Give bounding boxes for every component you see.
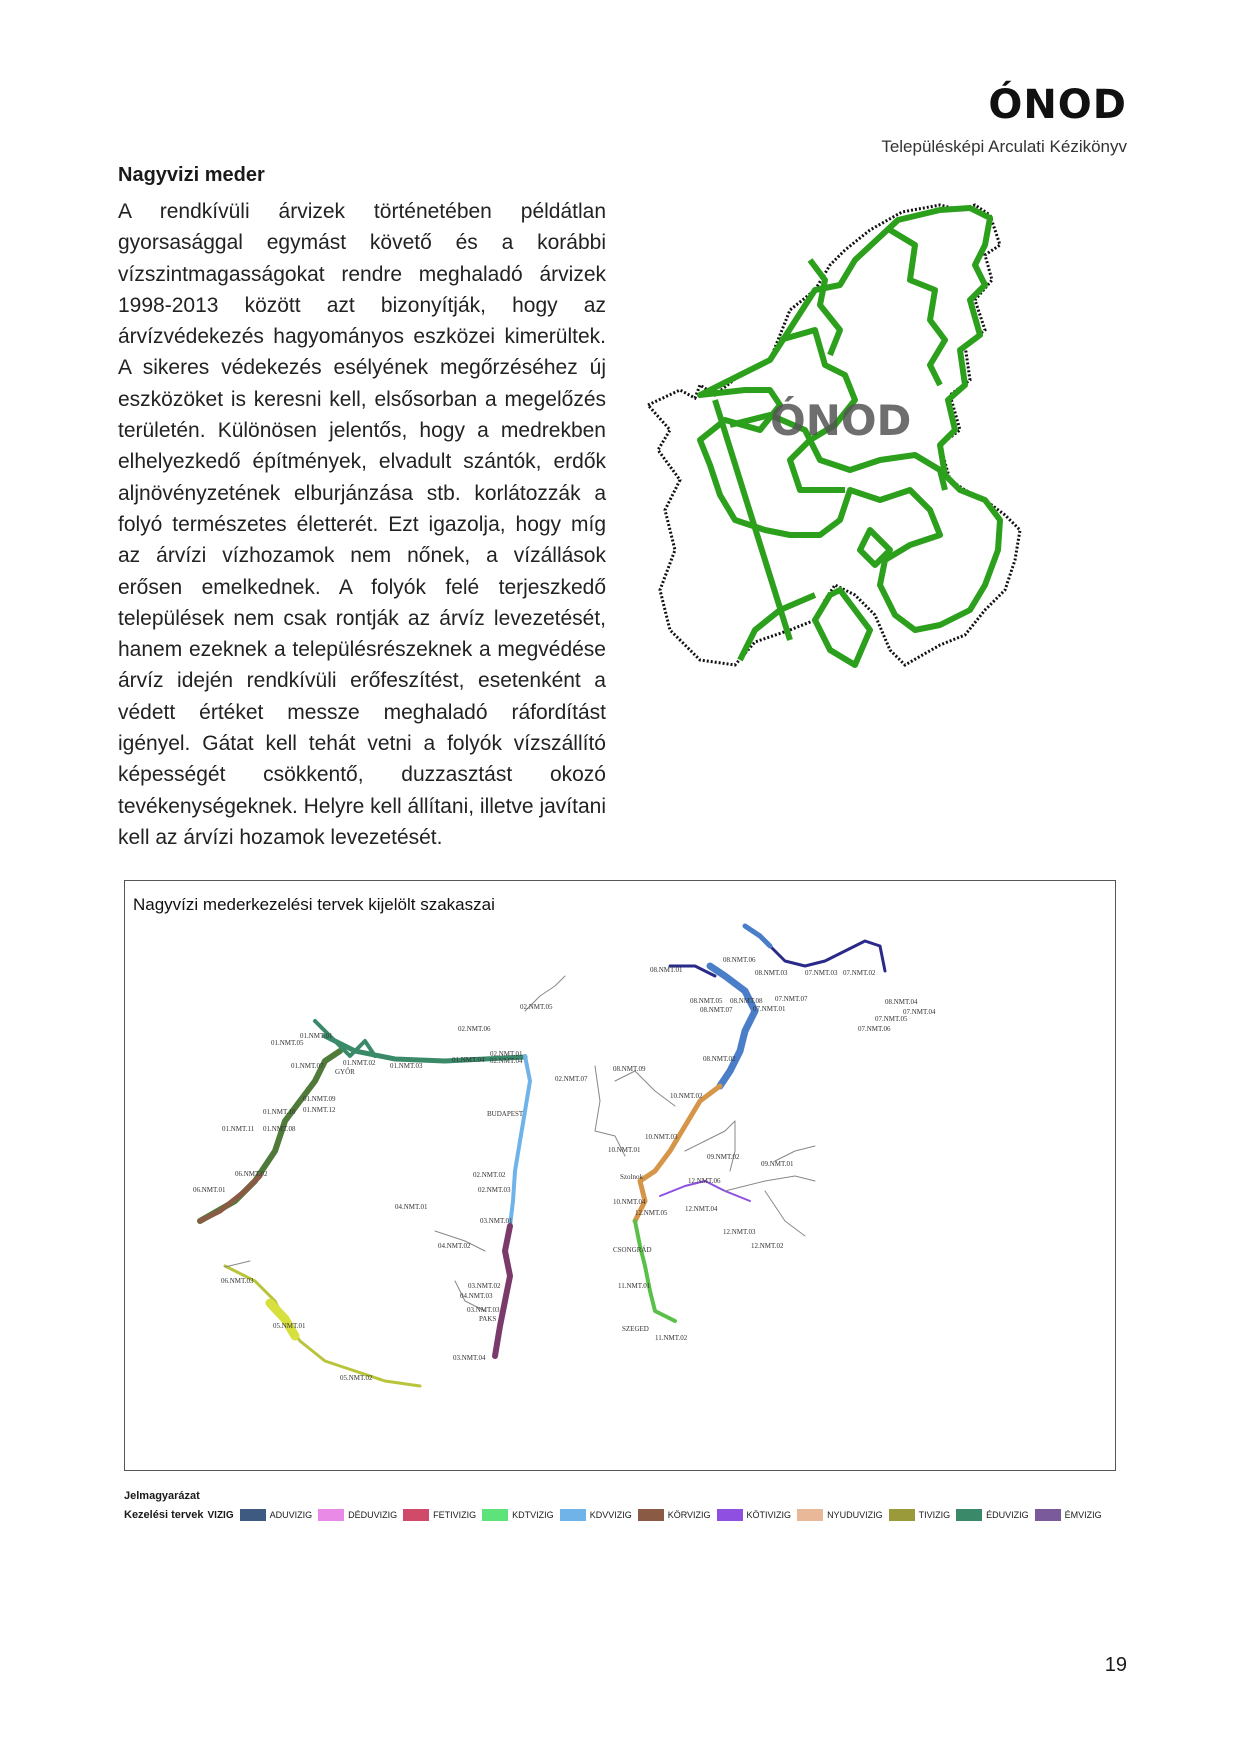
river-label: 07.NMT.05: [875, 1015, 908, 1023]
river-label: BUDAPEST: [487, 1110, 524, 1118]
river-label: CSONGRÁD: [613, 1246, 652, 1254]
legend-item: [889, 1509, 951, 1521]
legend-swatch: [1035, 1509, 1061, 1521]
river-label: 11.NMT.01: [618, 1282, 651, 1290]
river-label: 10.NMT.04: [613, 1198, 646, 1206]
legend-swatch: [560, 1509, 586, 1521]
river-label: 08.NMT.08: [730, 997, 763, 1005]
river-label: 07.NMT.03: [805, 969, 838, 977]
river-danube-korvizig: [200, 1176, 260, 1221]
river-label: 07.NMT.04: [903, 1008, 936, 1016]
river-label: 02.NMT.01: [490, 1050, 523, 1058]
section-body: A rendkívüli árvizek történetében példátlan gyorsasággal egymást követő és a korábbi vízszintmagasságokat rendre meghaladó árvizek 1998-2013 között azt bizonyítják, hogy az árvízvédekezés hagyományos eszközei kimerültek. A sikeres védekezés esélyének megőrzéséhez új eszközöket is keresni kell, elsősorban a megelőzés területén. Különösen jelentős, hogy a medrekben elhelyezkedő építmények, elvadult szántók, erdők aljnövényzetének elburjánzása stb. korlátozzák a folyó természetes életterét. Ezt igazolja, hogy míg az árvízi vízhozamok nem nőnek, a vízállások erősen emelkednek. A folyók felé terjeszkedő települések nem csak rontják az árvíz levezetését, hanem ezeknek a településrészeknek a megvédése árvíz idején rendkívüli erőfeszítést, esetenként a védett értéket messze meghaladó ráfordítást igényel. Gátat kell tehát vetni a folyók vízszállító képességét csökkentő, duzzasztást okozó tevékenységeknek. Helyre kell állítani, illetve javítani kell az árvízi hozamok levezetését.: [118, 200, 606, 849]
river-label: 01.NMT.09: [303, 1095, 336, 1103]
river-label: 02.NMT.06: [458, 1025, 491, 1033]
legend-sub-label: VIZIG: [207, 1509, 234, 1521]
page-number: 19: [1104, 1654, 1127, 1676]
river-drava-section: [270, 1303, 295, 1336]
legend-item-label: ÉMVIZIG: [1064, 1510, 1102, 1520]
river-label: 06.NMT.02: [235, 1170, 268, 1178]
river-label: 01.NMT.03: [390, 1062, 423, 1070]
river-label: 08.NMT.02: [703, 1055, 736, 1063]
legend-swatch: [482, 1509, 508, 1521]
legend-item-label: KÖTIVIZIG: [746, 1510, 792, 1520]
legend-swatch: [956, 1509, 982, 1521]
legend-item: [560, 1509, 632, 1521]
river-label: 12.NMT.05: [635, 1209, 668, 1217]
river-label: 12.NMT.04: [685, 1205, 718, 1213]
legend-item-label: DÉDUVIZIG: [348, 1510, 398, 1520]
river-label: 01.NMT.10: [263, 1108, 296, 1116]
map-legend: [124, 1490, 1108, 1521]
legend-title: Jelmagyarázat: [124, 1490, 200, 1502]
river-label: 01.NMT.05: [271, 1039, 304, 1047]
river-hernad: [745, 926, 770, 946]
river-map-title: Nagyvízi mederkezelési tervek kijelölt szakaszai: [133, 895, 495, 914]
legend-swatch: [403, 1509, 429, 1521]
river-label: 04.NMT.01: [395, 1203, 428, 1211]
page-subtitle: Településképi Arculati Kézikönyv: [881, 137, 1127, 156]
river-label: 12.NMT.06: [688, 1177, 721, 1185]
river-label: 07.NMT.07: [775, 995, 808, 1003]
legend-swatch: [717, 1509, 743, 1521]
legend-swatch: [318, 1509, 344, 1521]
river-label: 06.NMT.01: [193, 1186, 226, 1194]
onod-map-label: ÓNOD: [770, 396, 912, 445]
legend-swatch: [889, 1509, 915, 1521]
river-label: 04.NMT.02: [438, 1242, 471, 1250]
legend-item: [403, 1509, 476, 1521]
river-label: GYŐR: [335, 1068, 355, 1076]
river-label: 01.NMT.08: [263, 1125, 296, 1133]
legend-item-label: KDVVIZIG: [589, 1510, 632, 1520]
river-label: 02.NMT.04: [490, 1057, 523, 1065]
river-label: 11.NMT.02: [655, 1334, 688, 1342]
legend-swatch: [638, 1509, 664, 1521]
onod-boundary-map: [640, 190, 1100, 690]
legend-item-label: ADUVIZIG: [269, 1510, 313, 1520]
river-label: 04.NMT.03: [460, 1292, 493, 1300]
legend-item: [482, 1509, 554, 1521]
river-label: 08.NMT.07: [700, 1006, 733, 1014]
legend-item-label: NYUDUVIZIG: [827, 1510, 883, 1520]
legend-row: [124, 1509, 1108, 1521]
river-label: 09.NMT.01: [761, 1160, 794, 1168]
legend-row-label: Kezelési tervek: [124, 1509, 204, 1521]
river-label: 02.NMT.05: [520, 1003, 553, 1011]
river-label: 10.NMT.01: [608, 1146, 641, 1154]
river-tisza-north: [710, 966, 755, 1086]
river-danube-south: [510, 1056, 530, 1226]
river-label: 01.NMT.02: [343, 1059, 376, 1067]
river-bodrog: [770, 941, 885, 971]
legend-swatch: [797, 1509, 823, 1521]
river-label: 02.NMT.03: [478, 1186, 511, 1194]
river-label: 08.NMT.01: [650, 966, 683, 974]
legend-item-label: FETIVIZIG: [433, 1510, 477, 1520]
river-label: 08.NMT.04: [885, 998, 918, 1006]
river-label: 03.NMT.02: [468, 1282, 501, 1290]
legend-item-label: KÖRVIZIG: [667, 1510, 711, 1520]
river-label: 01.NMT.07: [291, 1062, 324, 1070]
river-tisza-south: [635, 1221, 675, 1321]
river-label: 10.NMT.02: [670, 1092, 703, 1100]
river-label: 08.NMT.05: [690, 997, 723, 1005]
legend-item: [797, 1509, 883, 1521]
river-label: 02.NMT.02: [473, 1171, 506, 1179]
legend-item: [318, 1509, 397, 1521]
river-label: 12.NMT.02: [751, 1242, 784, 1250]
river-label: 08.NMT.09: [613, 1065, 646, 1073]
river-label: 01.NMT.04: [452, 1056, 485, 1064]
section-title: Nagyvizi meder: [118, 164, 265, 186]
river-label: 07.NMT.01: [753, 1005, 786, 1013]
river-label: 05.NMT.01: [273, 1322, 306, 1330]
river-plans-map: [124, 880, 1116, 1471]
river-label: 03.NMT.03: [467, 1306, 500, 1314]
river-drava: [225, 1266, 420, 1386]
river-label: 03.NMT.04: [453, 1354, 486, 1362]
river-label: 09.NMT.02: [707, 1153, 740, 1161]
page-title: ÓNOD: [988, 82, 1127, 128]
river-label: Szolnok: [620, 1173, 643, 1181]
legend-item: [638, 1509, 711, 1521]
river-danube-west: [200, 1051, 340, 1221]
river-label: 08.NMT.06: [723, 956, 756, 964]
legend-item-label: KDTVIZIG: [512, 1510, 554, 1520]
legend-item: [717, 1509, 792, 1521]
legend-item: [1035, 1509, 1102, 1521]
river-label: 01.NMT.11: [222, 1125, 255, 1133]
river-label: PAKS: [479, 1315, 497, 1323]
river-label: 01.NMT.01: [300, 1032, 333, 1040]
river-label: 06.NMT.03: [221, 1277, 254, 1285]
legend-item-label: TIVIZIG: [918, 1510, 951, 1520]
river-network: [125, 881, 1115, 1470]
river-label: 03.NMT.01: [480, 1217, 513, 1225]
river-danube-paks: [495, 1226, 510, 1356]
river-label: 02.NMT.07: [555, 1075, 588, 1083]
river-label: 01.NMT.12: [303, 1106, 336, 1114]
river-label: 05.NMT.02: [340, 1374, 373, 1382]
legend-item: [240, 1509, 313, 1521]
river-label: 10.NMT.03: [645, 1133, 678, 1141]
legend-item: [956, 1509, 1029, 1521]
river-label: 08.NMT.03: [755, 969, 788, 977]
river-label: 07.NMT.02: [843, 969, 876, 977]
legend-swatch: [240, 1509, 266, 1521]
river-label: SZEGED: [622, 1325, 649, 1333]
river-label: 12.NMT.03: [723, 1228, 756, 1236]
legend-item-label: ÉDUVIZIG: [986, 1510, 1029, 1520]
river-label: 07.NMT.06: [858, 1025, 891, 1033]
